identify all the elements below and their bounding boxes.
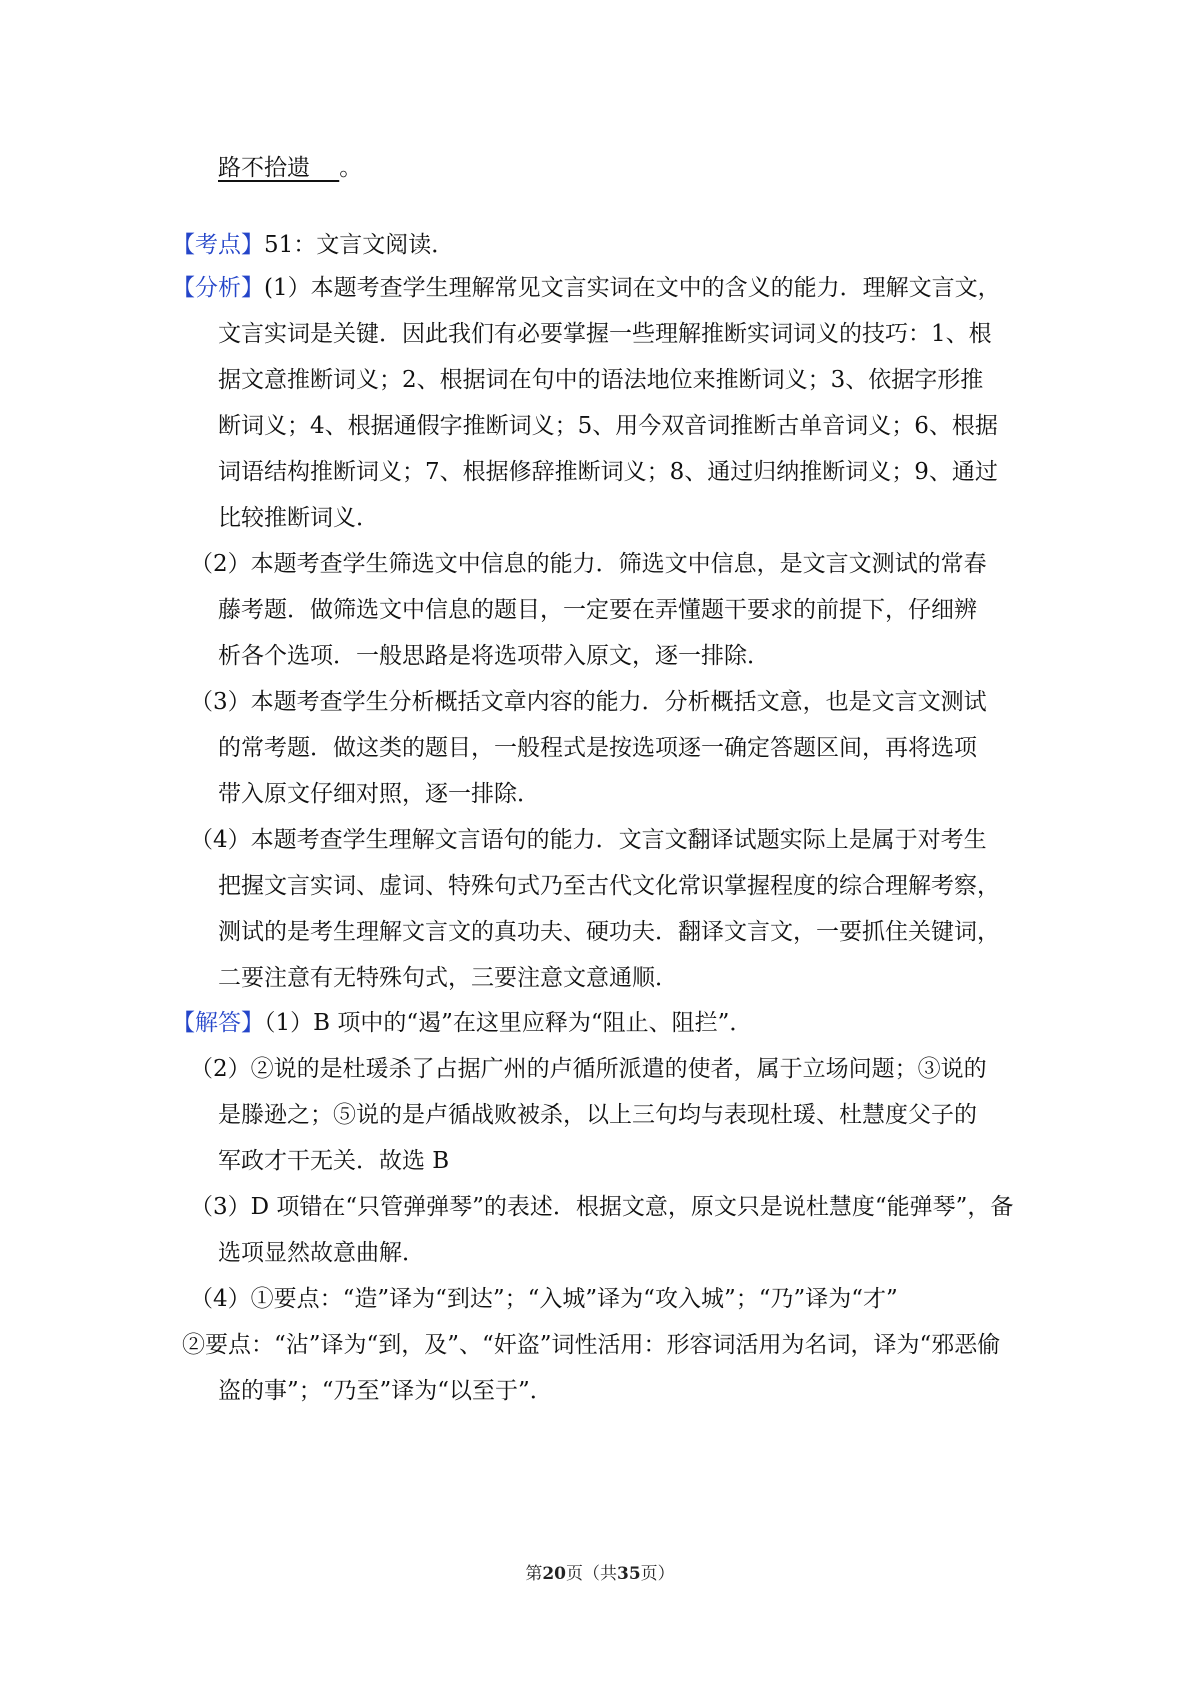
footer-prefix: 第 — [525, 1564, 543, 1584]
footer-total-pages: 35 — [617, 1564, 641, 1584]
jieda-line-1: 【解答】（1）B 项中的“遏”在这里应释为“阻止、阻拦”． — [172, 1010, 753, 1036]
jieda-line-3: 是滕逊之；⑤说的是卢循战败被杀，以上三句均与表现杜瑗、杜慧度父子的 — [218, 1102, 977, 1128]
answer-tail-line — [218, 150, 362, 186]
jieda-line-7: （4）①要点：“造”译为“到达”；“入城”译为“攻入城”；“乃”译为“才” — [190, 1286, 898, 1312]
fenxi-line-16: 二要注意有无特殊句式，三要注意文意通顺． — [218, 965, 678, 991]
answer-underlined-text: 路不拾遗 — [218, 155, 339, 181]
answer-blank-tail — [310, 155, 339, 181]
fenxi-tag: 【分析】 — [172, 275, 264, 301]
page-footer — [0, 1562, 1200, 1586]
jieda-line-2: （2）②说的是杜瑗杀了占据广州的卢循所派遣的使者，属于立场问题；③说的 — [190, 1056, 987, 1082]
fenxi-line-5: 词语结构推断词义；7、根据修辞推断词义；8、通过归纳推断词义；9、通过 — [218, 459, 998, 485]
fenxi-line-10: （3）本题考查学生分析概括文章内容的能力．分析概括文意，也是文言文测试 — [190, 689, 987, 715]
fenxi-line-12: 带入原文仔细对照，逐一排除． — [218, 781, 540, 807]
footer-suffix: 页） — [640, 1564, 675, 1584]
fenxi-line-4: 断词义；4、根据通假字推断词义；5、用今双音词推断古单音词义；6、根据 — [218, 413, 998, 439]
kaodian-tag: 【考点】 — [172, 232, 264, 258]
jieda-line-5: （3）D 项错在“只管弹弹琴”的表述．根据文意，原文只是说杜慧度“能弹琴”，备 — [190, 1194, 1014, 1220]
kaodian-line — [172, 227, 454, 263]
footer-middle: 页（共 — [566, 1564, 617, 1584]
fenxi-line-2: 文言实词是关键．因此我们有必要掌握一些理解推断实词词义的技巧：1、根 — [218, 321, 992, 347]
answer-end-mark: 。 — [339, 155, 363, 181]
footer-page-number: 20 — [542, 1564, 566, 1584]
jieda-tag: 【解答】 — [172, 1010, 264, 1036]
jieda-line-8: ②要点：“沾”译为“到，及”、“奸盗”词性活用：形容词活用为名词，译为“邪恶偷 — [182, 1332, 1001, 1358]
fenxi-line-6: 比较推断词义． — [218, 505, 379, 531]
fenxi-line-9: 析各个选项．一般思路是将选项带入原文，逐一排除． — [218, 643, 770, 669]
fenxi-line-8: 藤考题．做筛选文中信息的题目，一定要在弄懂题干要求的前提下，仔细辨 — [218, 597, 977, 623]
jieda-line-6: 选项显然故意曲解． — [218, 1240, 425, 1266]
jieda-line-9: 盗的事”；“乃至”译为“以至于”． — [218, 1378, 553, 1404]
fenxi-line-15: 测试的是考生理解文言文的真功夫、硬功夫．翻译文言文，一要抓住关键词， — [218, 919, 1000, 945]
kaodian-text: 51：文言文阅读． — [264, 232, 455, 258]
fenxi-line-1: 【分析】(1）本题考查学生理解常见文言实词在文中的含义的能力．理解文言文， — [172, 275, 1001, 301]
fenxi-line-13: （4）本题考查学生理解文言语句的能力．文言文翻译试题实际上是属于对考生 — [190, 827, 987, 853]
fenxi-line-7: （2）本题考查学生筛选文中信息的能力．筛选文中信息，是文言文测试的常春 — [190, 551, 987, 577]
fenxi-line-3: 据文意推断词义；2、根据词在句中的语法地位来推断词义；3、依据字形推 — [218, 367, 984, 393]
jieda-line-4: 军政才干无关．故选 B — [218, 1148, 450, 1174]
fenxi-line-11: 的常考题．做这类的题目，一般程式是按选项逐一确定答题区间，再将选项 — [218, 735, 977, 761]
fenxi-line-14: 把握文言实词、虚词、特殊句式乃至古代文化常识掌握程度的综合理解考察， — [218, 873, 1000, 899]
